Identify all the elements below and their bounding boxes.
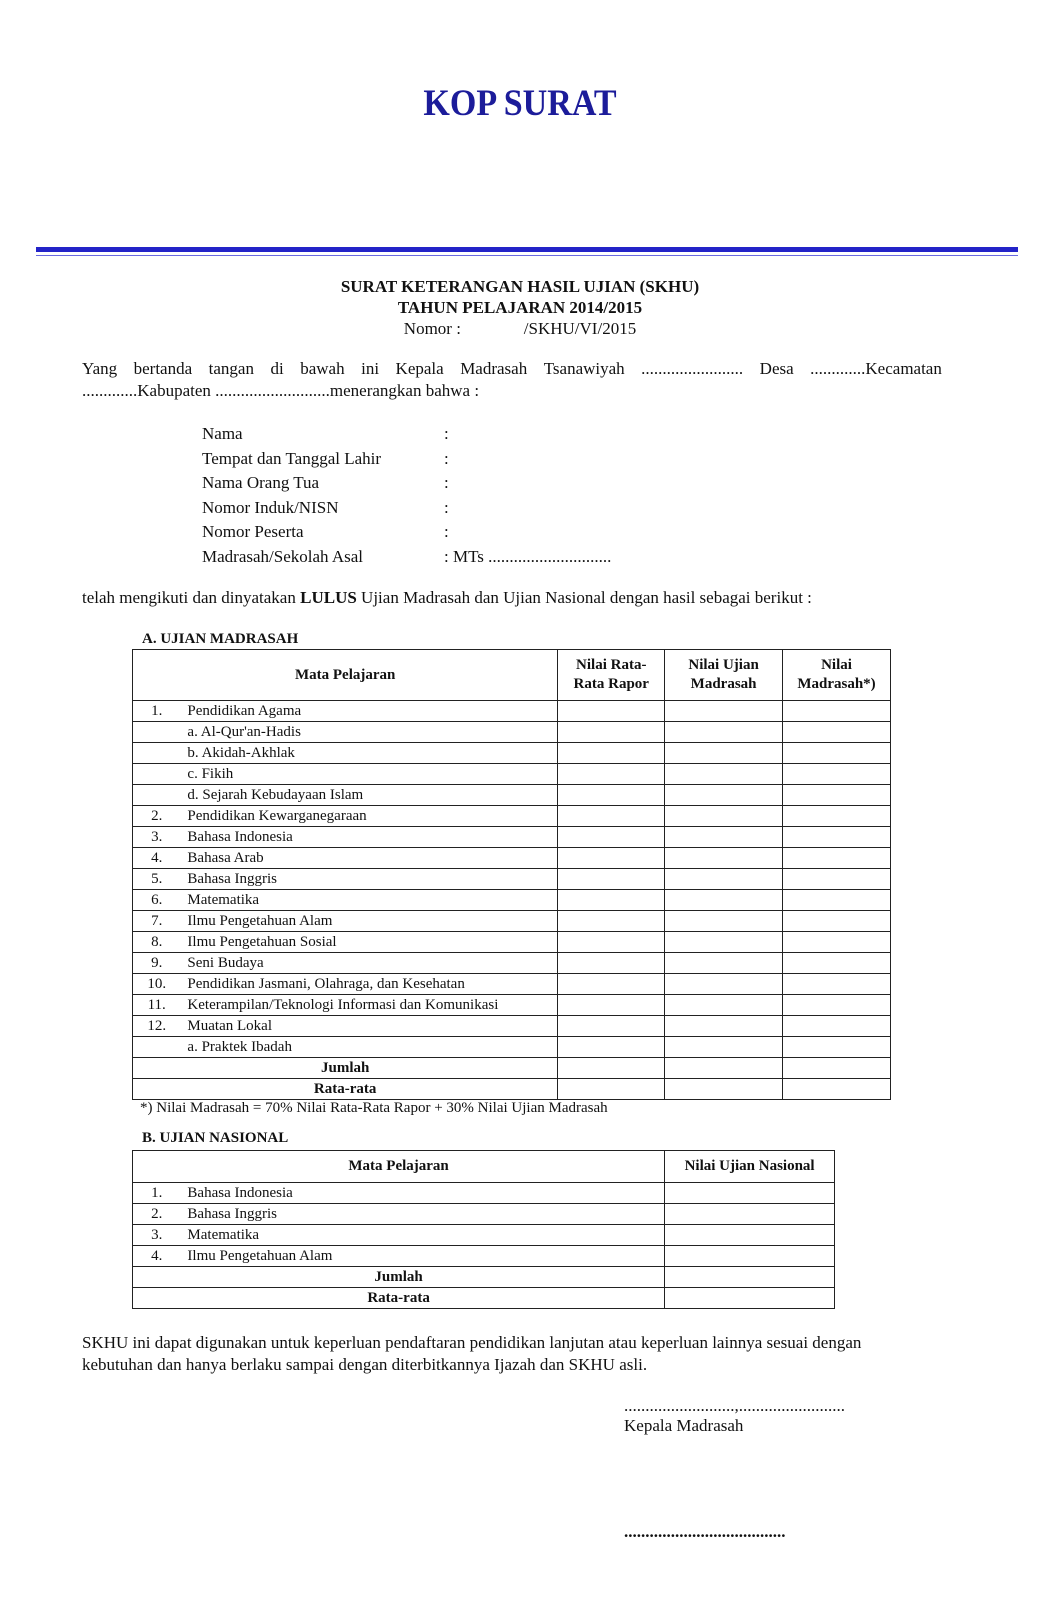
field-value: : (444, 448, 449, 468)
nilai-rapor-cell (558, 722, 665, 743)
nilai-rapor-cell (558, 701, 665, 722)
header-mata-pelajaran: Mata Pelajaran (133, 1151, 665, 1183)
nilai-ujian-cell (665, 953, 783, 974)
row-number (133, 1037, 181, 1058)
nilai-rapor-cell (558, 953, 665, 974)
subject-name: Bahasa Arab (180, 848, 557, 869)
intro-word: .............Kecamatan (810, 359, 942, 378)
signature-place-date: ..........................,......................... (624, 1396, 845, 1415)
table-row (133, 1246, 835, 1267)
field-value: : (444, 424, 449, 444)
row-number: 4. (133, 1246, 181, 1267)
row-number (133, 743, 181, 764)
row-number (133, 785, 181, 806)
field-row (202, 422, 611, 447)
result-text: telah mengikuti dan dinyatakan (82, 588, 301, 607)
header-nilai-ujian-nasional: Nilai Ujian Nasional (665, 1151, 835, 1183)
nilai-madrasah-cell (783, 995, 891, 1016)
subject-name: Matematika (180, 1225, 664, 1246)
row-number: 2. (133, 806, 181, 827)
table-row (133, 764, 891, 785)
subject-name: Bahasa Indonesia (180, 1183, 664, 1204)
letterhead-rule-thin (36, 255, 1018, 256)
nilai-madrasah-cell (783, 827, 891, 848)
nilai-rapor-cell (558, 743, 665, 764)
subject-name: Pendidikan Kewarganegaraan (180, 806, 557, 827)
nilai-madrasah-cell (783, 848, 891, 869)
field-row (202, 545, 611, 570)
intro-word: di (270, 359, 284, 378)
nilai-madrasah-cell (783, 1016, 891, 1037)
nilai-madrasah-cell (783, 806, 891, 827)
nilai-ujian-cell (665, 869, 783, 890)
subject-name: Pendidikan Agama (180, 701, 557, 722)
nilai-ujian-cell (665, 1037, 783, 1058)
nilai-madrasah-cell (783, 785, 891, 806)
nilai-rapor-cell (558, 932, 665, 953)
section-b-title: B. UJIAN NASIONAL (142, 1130, 289, 1146)
row-number: 10. (133, 974, 181, 995)
average-label: Rata-rata (133, 1288, 665, 1309)
document-title: SURAT KETERANGAN HASIL UJIAN (SKHU) (340, 277, 700, 296)
table-row (133, 1037, 891, 1058)
table-row (133, 932, 891, 953)
table-row (133, 1183, 835, 1204)
nilai-rapor-cell (558, 806, 665, 827)
closing-line: kebutuhan dan hanya berlaku sampai dengan diterbitkannya Ijazah dan SKHU asli. (82, 1355, 648, 1374)
nilai-madrasah-cell (783, 932, 891, 953)
subject-name: Bahasa Inggris (180, 1204, 664, 1225)
field-value: : MTs ............................. (444, 546, 612, 566)
nilai-ujian-cell (665, 743, 783, 764)
nilai-rapor-cell (558, 995, 665, 1016)
field-label: Nomor Peserta (202, 522, 304, 542)
nilai-rapor-cell (558, 827, 665, 848)
row-number: 9. (133, 953, 181, 974)
nilai-rapor-cell (558, 764, 665, 785)
field-row (202, 496, 611, 521)
table-row (133, 785, 891, 806)
intro-word: ini (361, 359, 380, 378)
nilai-madrasah-cell (783, 890, 891, 911)
total-row (133, 1058, 891, 1079)
subject-name: Bahasa Inggris (180, 869, 557, 890)
signature-role: Kepala Madrasah (624, 1416, 744, 1435)
row-number: 12. (133, 1016, 181, 1037)
subject-name: d. Sejarah Kebudayaan Islam (180, 785, 557, 806)
letterhead-title: KOP SURAT (423, 83, 617, 124)
intro-word: Kepala (395, 359, 444, 378)
field-row (202, 471, 611, 496)
field-label: Nama (202, 424, 243, 444)
subject-name: Matematika (180, 890, 557, 911)
nilai-ujian-cell (665, 785, 783, 806)
intro-word: Desa (759, 359, 794, 378)
intro-line-2: .............Kabupaten ...........................menerangkan bahwa : (82, 381, 480, 400)
section-a-title: A. UJIAN MADRASAH (142, 631, 299, 647)
intro-word: bertanda (133, 359, 193, 378)
field-value: : (444, 522, 449, 542)
signature-name: ...................................... (624, 1522, 786, 1541)
nilai-ujian-cell (665, 806, 783, 827)
subject-name: Ilmu Pengetahuan Sosial (180, 932, 557, 953)
nilai-rapor-cell (558, 1079, 665, 1100)
intro-word: Tsanawiyah (543, 359, 625, 378)
intro-paragraph (82, 358, 942, 402)
header-mata-pelajaran: Mata Pelajaran (133, 650, 558, 701)
intro-word: bawah (300, 359, 345, 378)
row-number: 6. (133, 890, 181, 911)
subject-name: Muatan Lokal (180, 1016, 557, 1037)
subject-name: Keterampilan/Teknologi Informasi dan Komunikasi (180, 995, 557, 1016)
nilai-madrasah-cell (783, 911, 891, 932)
document-number (0, 318, 1040, 339)
row-number (133, 764, 181, 785)
closing-line: SKHU ini dapat digunakan untuk keperluan pendaftaran pendidikan lanjutan atau keperluan lainnya sesuai dengan (82, 1333, 862, 1352)
row-number: 8. (133, 932, 181, 953)
table-row (133, 890, 891, 911)
nilai-ujian-cell (665, 1079, 783, 1100)
nilai-rapor-cell (558, 848, 665, 869)
nilai-ujian-cell (665, 911, 783, 932)
field-label: Nomor Induk/NISN (202, 497, 339, 517)
table-row (133, 701, 891, 722)
nilai-ujian-cell (665, 848, 783, 869)
table-row (133, 743, 891, 764)
nilai-un-cell (665, 1183, 835, 1204)
result-statement (82, 588, 812, 608)
field-value: : (444, 497, 449, 517)
nilai-rapor-cell (558, 1016, 665, 1037)
row-number: 11. (133, 995, 181, 1016)
row-number (133, 722, 181, 743)
table-row (133, 1204, 835, 1225)
table-footnote: *) Nilai Madrasah = 70% Nilai Rata-Rata Rapor + 30% Nilai Ujian Madrasah (140, 1100, 608, 1116)
nilai-rapor-cell (558, 785, 665, 806)
nilai-madrasah-cell (783, 722, 891, 743)
subject-name: a. Praktek Ibadah (180, 1037, 557, 1058)
nilai-un-cell (665, 1225, 835, 1246)
nilai-ujian-cell (665, 827, 783, 848)
field-value: : (444, 473, 449, 493)
row-number: 5. (133, 869, 181, 890)
table-row (133, 722, 891, 743)
nilai-rapor-cell (558, 1058, 665, 1079)
document-title-block (0, 276, 1040, 339)
nilai-ujian-cell (665, 890, 783, 911)
nilai-un-cell (665, 1288, 835, 1309)
total-row (133, 1267, 835, 1288)
nomor-value: /SKHU/VI/2015 (523, 319, 637, 338)
table-row (133, 953, 891, 974)
nilai-madrasah-cell (783, 974, 891, 995)
row-number: 3. (133, 827, 181, 848)
nilai-ujian-cell (665, 1058, 783, 1079)
letterhead-rule (36, 247, 1018, 252)
average-row (133, 1079, 891, 1100)
nilai-ujian-cell (665, 974, 783, 995)
result-status: LULUS (300, 588, 357, 607)
table-row (133, 806, 891, 827)
intro-word: tangan (208, 359, 254, 378)
subject-name: Seni Budaya (180, 953, 557, 974)
nilai-madrasah-cell (783, 869, 891, 890)
nilai-madrasah-cell (783, 1079, 891, 1100)
nilai-rapor-cell (558, 869, 665, 890)
nilai-ujian-cell (665, 764, 783, 785)
field-label: Nama Orang Tua (202, 473, 320, 493)
row-number: 2. (133, 1204, 181, 1225)
nilai-un-cell (665, 1267, 835, 1288)
row-number: 4. (133, 848, 181, 869)
header-nilai-ujian-madrasah: Nilai Ujian Madrasah (665, 650, 783, 701)
row-number: 7. (133, 911, 181, 932)
field-row (202, 520, 611, 545)
nilai-madrasah-cell (783, 764, 891, 785)
nomor-label: Nomor : (403, 319, 461, 338)
table-row (133, 974, 891, 995)
field-label: Madrasah/Sekolah Asal (202, 546, 363, 566)
subject-name: a. Al-Qur'an-Hadis (180, 722, 557, 743)
ujian-nasional-table (132, 1150, 835, 1309)
total-label: Jumlah (133, 1058, 558, 1079)
subject-name: Ilmu Pengetahuan Alam (180, 911, 557, 932)
subject-name: Bahasa Indonesia (180, 827, 557, 848)
nilai-ujian-cell (665, 995, 783, 1016)
nilai-un-cell (665, 1246, 835, 1267)
row-number: 1. (133, 701, 181, 722)
field-label: Tempat dan Tanggal Lahir (202, 448, 382, 468)
nilai-ujian-cell (665, 1016, 783, 1037)
average-row (133, 1288, 835, 1309)
row-number: 1. (133, 1183, 181, 1204)
table-row (133, 827, 891, 848)
nilai-ujian-cell (665, 932, 783, 953)
field-row (202, 447, 611, 472)
nilai-un-cell (665, 1204, 835, 1225)
subject-name: Pendidikan Jasmani, Olahraga, dan Kesehatan (180, 974, 557, 995)
average-label: Rata-rata (133, 1079, 558, 1100)
document-year: TAHUN PELAJARAN 2014/2015 (397, 298, 643, 317)
header-nilai-rapor: Nilai Rata- Rata Rapor (558, 650, 665, 701)
nilai-ujian-cell (665, 701, 783, 722)
table-row (133, 995, 891, 1016)
nilai-rapor-cell (558, 911, 665, 932)
table-row (133, 1016, 891, 1037)
nilai-madrasah-cell (783, 1037, 891, 1058)
nilai-ujian-cell (665, 722, 783, 743)
subject-name: b. Akidah-Akhlak (180, 743, 557, 764)
nilai-madrasah-cell (783, 701, 891, 722)
closing-paragraph (82, 1332, 942, 1376)
nilai-madrasah-cell (783, 1058, 891, 1079)
subject-name: c. Fikih (180, 764, 557, 785)
table-row (133, 848, 891, 869)
row-number: 3. (133, 1225, 181, 1246)
intro-word: Yang (82, 359, 118, 378)
intro-word: Madrasah (460, 359, 528, 378)
intro-word: ........................ (641, 359, 744, 378)
result-text: Ujian Madrasah dan Ujian Nasional dengan hasil sebagai berikut : (356, 588, 812, 607)
nilai-rapor-cell (558, 1037, 665, 1058)
nilai-madrasah-cell (783, 743, 891, 764)
ujian-madrasah-table (132, 649, 891, 1100)
nilai-madrasah-cell (783, 953, 891, 974)
table-row (133, 869, 891, 890)
table-row (133, 911, 891, 932)
nilai-rapor-cell (558, 890, 665, 911)
subject-name: Ilmu Pengetahuan Alam (180, 1246, 664, 1267)
header-nilai-madrasah: Nilai Madrasah*) (783, 650, 891, 701)
total-label: Jumlah (133, 1267, 665, 1288)
nilai-rapor-cell (558, 974, 665, 995)
table-row (133, 1225, 835, 1246)
student-fields (202, 422, 611, 569)
